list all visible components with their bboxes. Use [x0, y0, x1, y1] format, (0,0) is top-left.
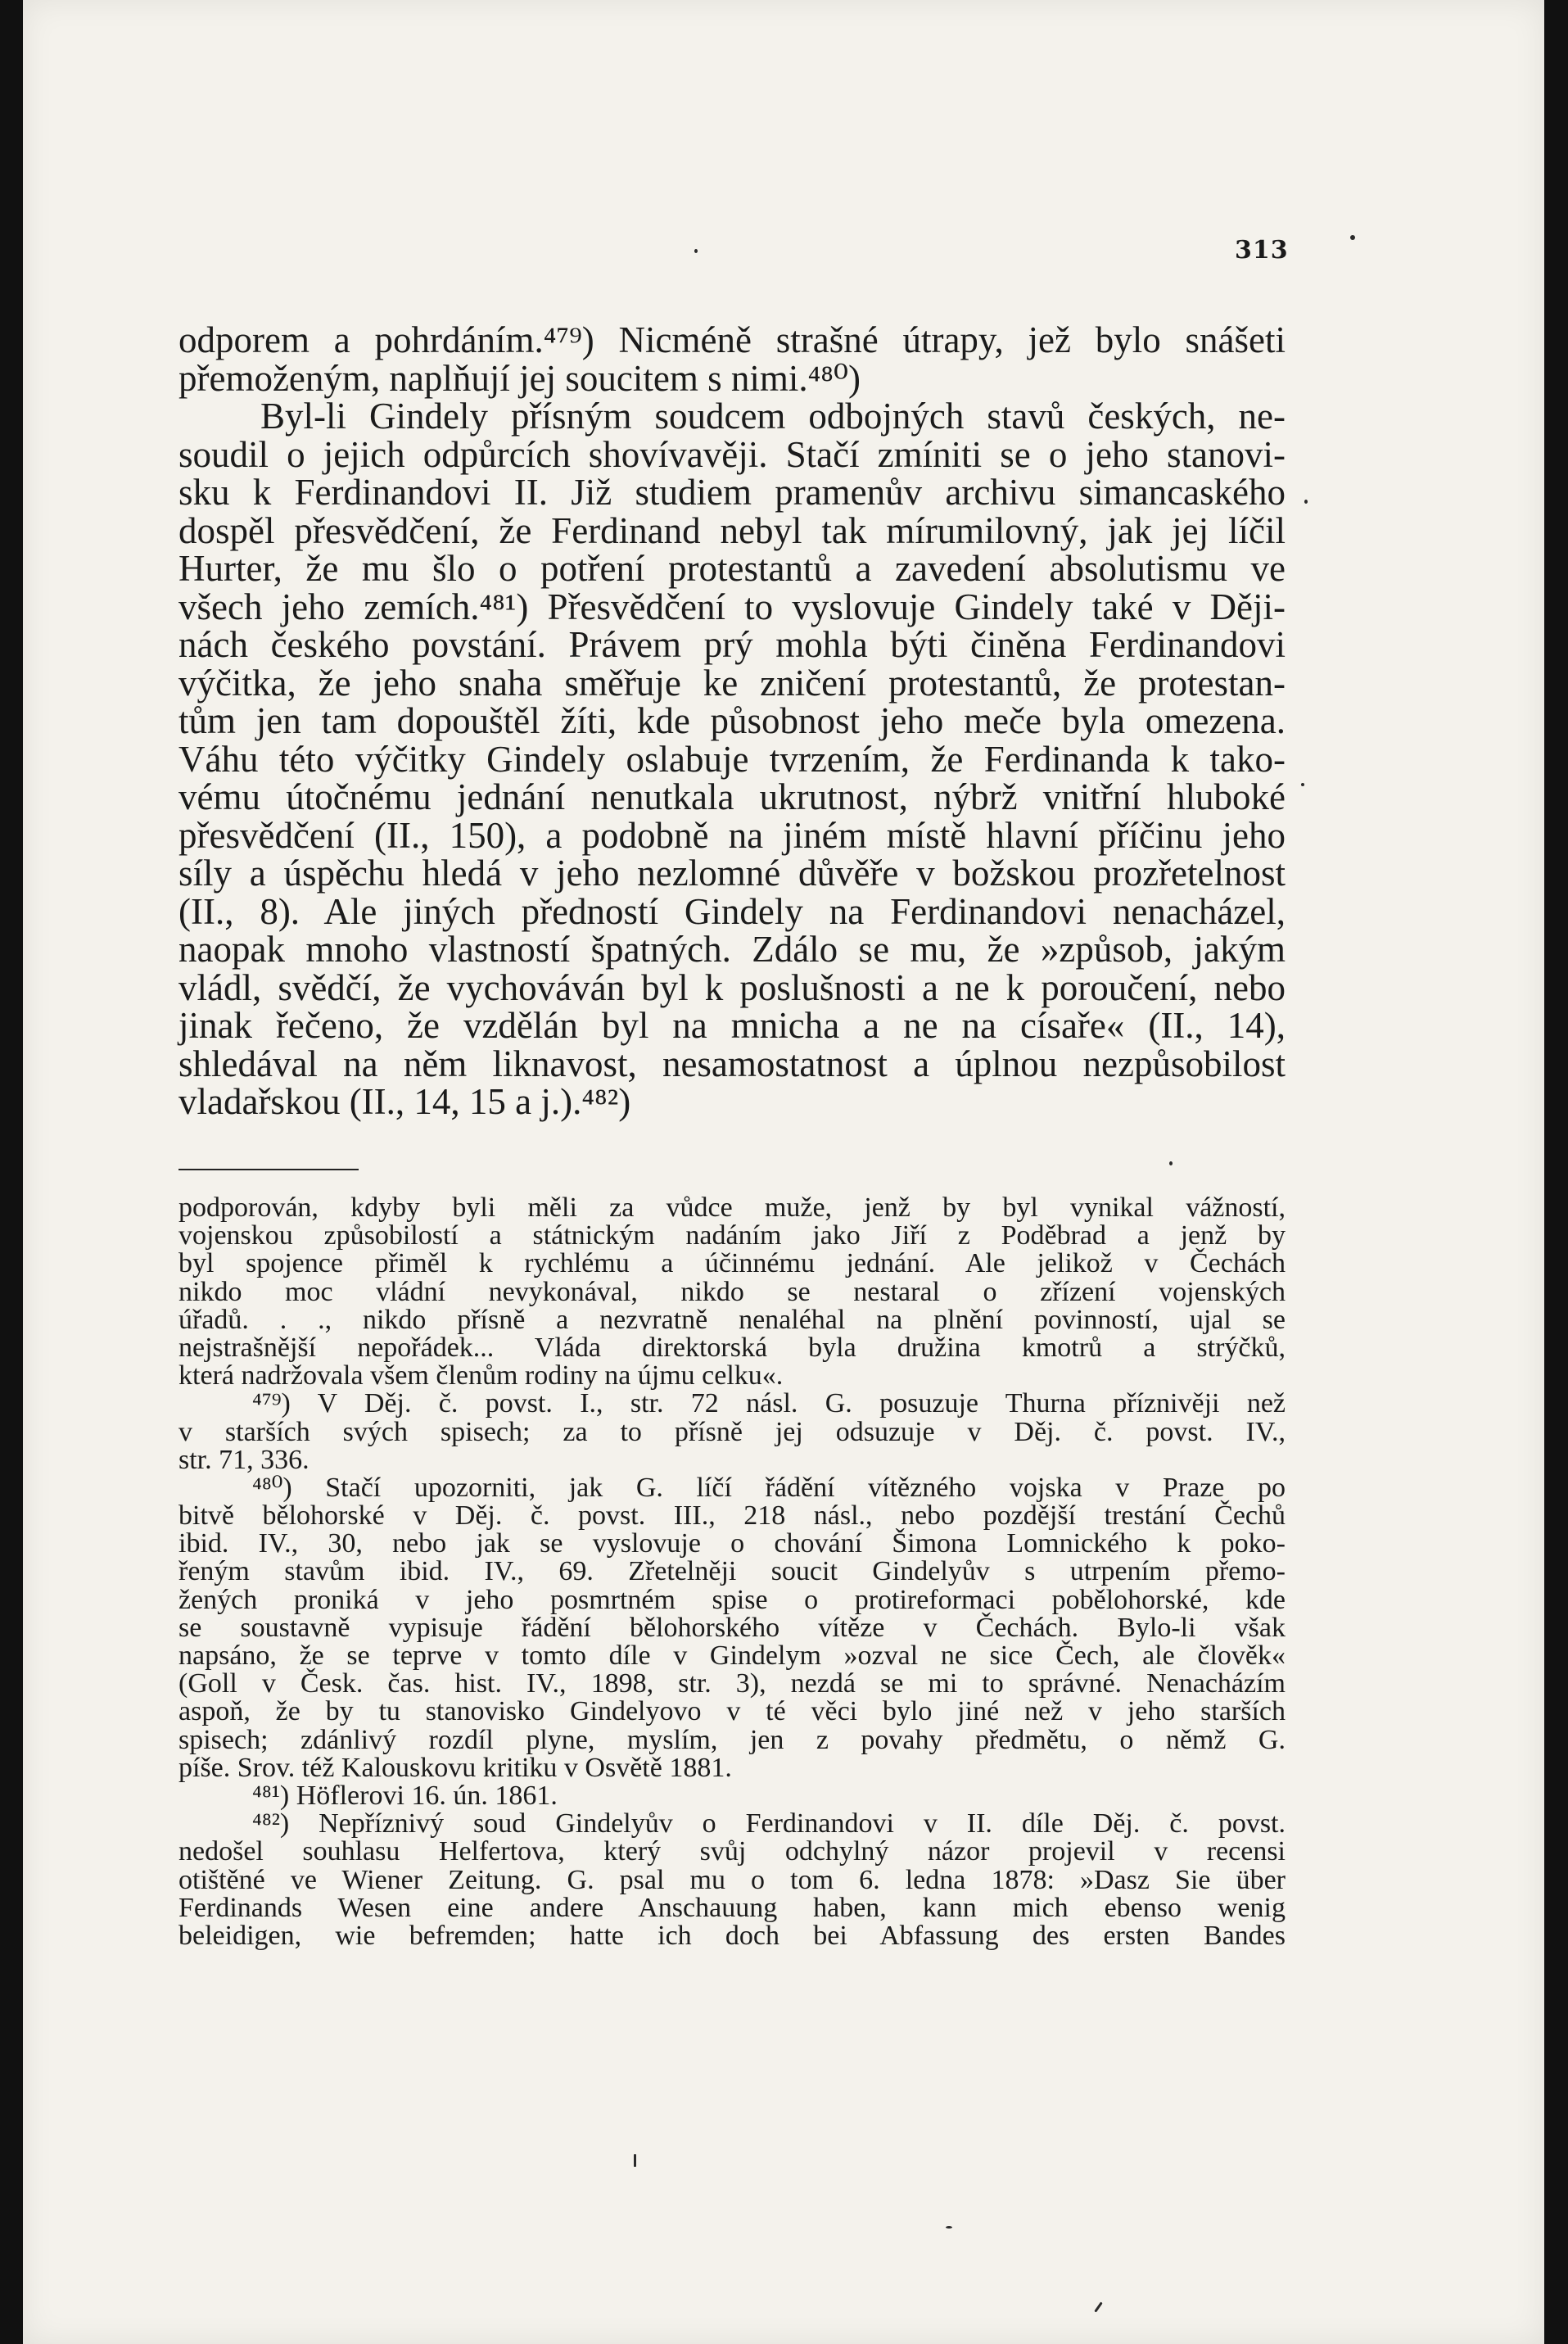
scan-speck — [694, 249, 698, 253]
body-line: (II., 8). Ale jiných předností Gindely na Ferdinandovi nenacházel, — [178, 890, 1286, 932]
scan-speck — [1169, 1161, 1173, 1165]
footnote-line: vojenskou způsobilostí a státnickým nadáním jako Jiří z Poděbrad a jenž by — [178, 1220, 1286, 1251]
footnote-line: bitvě bělohorské v Děj. č. povst. III., 218 násl., nebo pozdější trestání Čechů — [178, 1500, 1286, 1532]
body-line: naopak mnoho vlastností špatných. Zdálo se mu, že »způsob, jakým — [178, 929, 1286, 970]
footnote-line: úřadů. . ., nikdo přísně a nezvratně nenaléhal na plnění povinností, ujal se — [178, 1304, 1286, 1335]
body-line: odporem a pohrdáním.⁴⁷⁹) Nicméně strašné útrapy, jež bylo snášeti — [178, 319, 1286, 360]
body-line: Byl-li Gindely přísným soudcem odbojných stavů českých, ne- — [260, 396, 1286, 437]
footnote-line: otištěné ve Wiener Zeitung. G. psal mu o tom 6. ledna 1878: »Dasz Sie über — [178, 1864, 1286, 1895]
footnote-line: napsáno, že se teprve v tomto díle v Gindelym »ozval ne sice Čech, ale člověk« — [178, 1640, 1286, 1671]
footnotes — [178, 1194, 1286, 1950]
scan-speck — [1350, 235, 1355, 240]
footnote-line: ⁴⁷⁹) V Děj. č. povst. I., str. 72 násl. G. posuzuje Thurna příznivěji než — [252, 1388, 1286, 1419]
footnote-line: podporován, kdyby byli měli za vůdce muže, jenž by byl vynikal vážností, — [178, 1192, 1286, 1223]
body-line: Váhu této výčitky Gindely oslabuje tvrzením, že Ferdinanda k tako- — [178, 738, 1286, 780]
scan-speck — [634, 2154, 636, 2167]
body-line: jinak řečeno, že vzdělán byl na mnicha a ne na císaře« (II., 14), — [178, 1005, 1286, 1046]
footnote-line: žených proniká v jeho posmrtném spise o protireformaci pobělohorské, kde — [178, 1584, 1286, 1615]
body-line: nách českého povstání. Právem prý mohla býti činěna Ferdinandovi — [178, 624, 1286, 665]
body-line: dospěl přesvědčení, že Ferdinand nebyl tak mírumilovný, jak jej líčil — [178, 509, 1286, 551]
body-line: Hurter, že mu šlo o potření protestantů a zavedení absolutismu ve — [178, 548, 1286, 589]
main-text — [178, 321, 1286, 1121]
footnote-line: Ferdinands Wesen eine andere Anschauung haben, kann mich ebenso wenig — [178, 1892, 1286, 1923]
footnote-line: ⁴⁸¹) Höflerovi 16. ún. 1861. — [252, 1780, 558, 1811]
footnote-line: ⁴⁸²) Nepříznivý soud Gindelyův o Ferdinandovi v II. díle Děj. č. povst. — [252, 1808, 1286, 1839]
scan-speck — [946, 2226, 952, 2229]
body-line: sku k Ferdinandovi II. Již studiem pramenův archivu simancaského — [178, 472, 1286, 513]
footnote-line: spisech; zdánlivý rozdíl plyne, myslím, jen z povahy předmětu, o němž G. — [178, 1724, 1286, 1755]
footnote-line: která nadržovala všem členům rodiny na újmu celku«. — [178, 1360, 784, 1391]
body-line: výčitka, že jeho snaha směřuje ke zničení protestantů, že protestan- — [178, 662, 1286, 704]
body-line: vladařskou (II., 14, 15 a j.).⁴⁸²) — [178, 1081, 631, 1122]
body-line: tům jen tam dopouštěl žíti, kde působnost jeho meče byla omezena. — [178, 700, 1286, 741]
footnote-line: ⁴⁸⁰) Stačí upozorniti, jak G. líčí řádění vítězného vojska v Praze po — [252, 1472, 1286, 1503]
footnote-line: v starších svých spisech; za to přísně jej odsuzuje v Děj. č. povst. IV., — [178, 1416, 1286, 1447]
body-line: vému útočnému jednání nenutkala ukrutnost, nýbrž vnitřní hluboké — [178, 776, 1286, 817]
footnote-line: píše. Srov. též Kalouskovu kritiku v Osvětě 1881. — [178, 1752, 732, 1783]
body-line: shledával na něm liknavost, nesamostatnost a úplnou nezpůsobilost — [178, 1043, 1286, 1084]
footnote-line: nedošel souhlasu Helfertova, který svůj odchylný názor projevil v recensi — [178, 1836, 1286, 1867]
footnote-line: aspoň, že by tu stanovisko Gindelyovo v té věci bylo jiné než v jeho starších — [178, 1696, 1286, 1727]
footnote-line: řeným stavům ibid. IV., 69. Zřetelněji soucit Gindelyův s utrpením přemo- — [178, 1556, 1286, 1587]
footnote-line: se soustavně vypisuje řádění bělohorského vítěze v Čechách. Bylo-li však — [178, 1612, 1286, 1643]
footnote-separator — [178, 1169, 359, 1170]
footnote-line: (Goll v Česk. čas. hist. IV., 1898, str. 3), nezdá se mi to správné. Nenacházím — [178, 1668, 1286, 1699]
body-line: přemoženým, naplňují jej soucitem s nimi.⁴⁸⁰) — [178, 357, 861, 399]
scan-speck — [1304, 500, 1308, 504]
page-number: 313 — [1235, 236, 1289, 265]
footnote-line: str. 71, 336. — [178, 1444, 310, 1475]
footnote-line: nikdo moc vládní nevykonával, nikdo se nestaral o zřízení vojenských — [178, 1276, 1286, 1307]
body-line: přesvědčení (II., 150), a podobně na jiném místě hlavní příčinu jeho — [178, 814, 1286, 856]
body-line: soudil o jejich odpůrcích shovívavěji. Stačí zmíniti se o jeho stanovi- — [178, 433, 1286, 475]
footnote-line: byl spojence přiměl k rychlému a účinnému jednání. Ale jelikož v Čechách — [178, 1248, 1286, 1279]
body-line: vládl, svědčí, že vychováván byl k poslušnosti a ne k poroučení, nebo — [178, 966, 1286, 1008]
scan-speck — [1301, 783, 1304, 786]
body-line: všech jeho zemích.⁴⁸¹) Přesvědčení to vyslovuje Gindely také v Dějі- — [178, 586, 1286, 627]
footnote-line: ibid. IV., 30, nebo jak se vyslovuje o chování Šimona Lomnického k poko- — [178, 1528, 1286, 1559]
footnote-line: nejstrašnější nepořádek... Vláda direktorská byla družina kmotrů a strýčků, — [178, 1332, 1286, 1363]
body-line: síly a úspěchu hledá v jeho nezlomné důvěře v božskou prozřetelnost — [178, 853, 1286, 894]
footnote-line: beleidigen, wie befremden; hatte ich doch bei Abfassung des ersten Bandes — [178, 1920, 1286, 1951]
